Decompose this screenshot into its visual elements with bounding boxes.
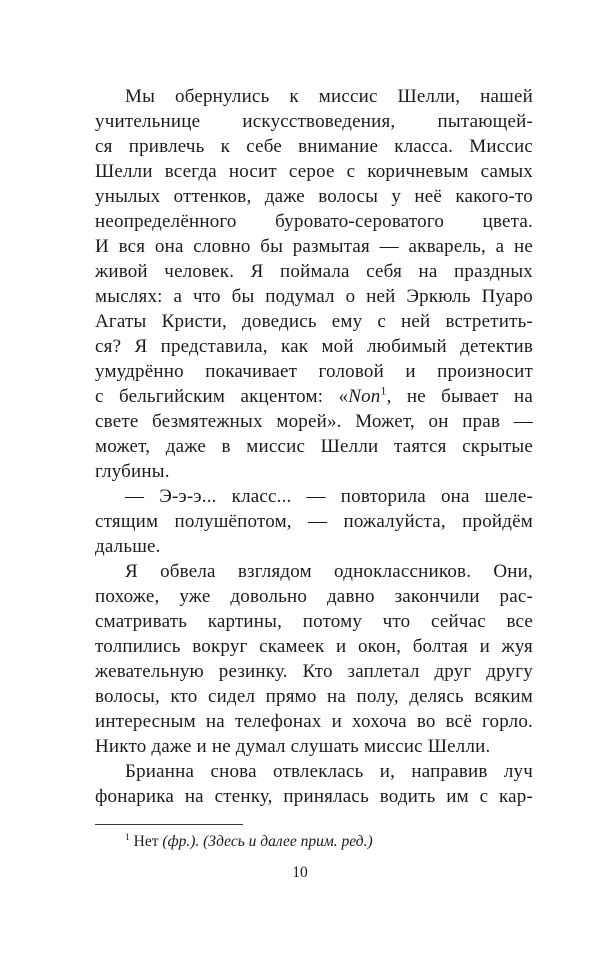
text-line: Мы обернулись к миссис Шелли, нашей — [125, 86, 533, 107]
text-line: неопределённого буровато-сероватого цвета. — [95, 211, 533, 232]
french-word: Non — [348, 386, 381, 407]
footnote-separator — [95, 824, 243, 825]
text-line: ся привлечь к себе внимание класса. Миссис — [95, 136, 533, 157]
text-line: дальше. — [95, 536, 161, 557]
text-line: Брианна снова отвлеклась и, направив луч — [125, 761, 533, 782]
footnote-text: Нет — [129, 833, 163, 850]
page-number: 10 — [292, 864, 308, 881]
text-line: живой человек. Я поймала себя на праздных — [95, 261, 533, 282]
text-line: стящим полушёпотом, — пожалуйста, пройдём — [95, 511, 533, 532]
text-line: фонарика на стенку, принялась водить им с кар- — [95, 786, 533, 807]
footnote-note: (фр.). (Здесь и далее прим. ред.) — [162, 833, 373, 850]
footnote-marker: 1 — [125, 831, 130, 843]
footnote — [95, 831, 533, 852]
text-line: ся? Я представила, как мой любимый детектив — [95, 336, 533, 357]
text-line: похоже, уже довольно давно закончили рас- — [95, 586, 533, 607]
page-text — [95, 84, 533, 809]
text-line — [95, 384, 533, 409]
text-line: интересным на телефонах и хохоча во всё горло. — [95, 711, 533, 732]
paragraph-4 — [95, 759, 533, 809]
text-line: Я обвела взглядом одноклассников. Они, — [125, 561, 533, 582]
text-segment: с бельгийским акцентом: « — [95, 386, 349, 407]
paragraph-1 — [95, 84, 533, 484]
text-line: жевательную резинку. Кто заплетал друг другу — [95, 661, 533, 682]
text-line: — Э-э-э... класс... — повторила она шеле- — [125, 486, 533, 507]
paragraph-2 — [95, 484, 533, 559]
text-line: толпились вокруг скамеек и окон, болтая и жуя — [95, 636, 533, 657]
text-line: Агаты Кристи, доведись ему с ней встретить- — [95, 311, 533, 332]
text-line: волосы, кто сидел прямо на полу, делясь всяким — [95, 686, 533, 707]
text-line: И вся она словно бы размытая — акварель, а не — [95, 236, 533, 257]
text-line: сматривать картины, потому что сейчас все — [95, 611, 533, 632]
text-line: мыслях: а что бы подумал о ней Эркюль Пуаро — [95, 286, 533, 307]
text-line: учительнице искусствоведения, пытающей- — [95, 111, 533, 132]
text-segment: , не бывает на — [386, 386, 534, 407]
text-line: унылых оттенков, даже волосы у неё какого-то — [95, 186, 533, 207]
text-line: свете безмятежных морей». Может, он прав — — [95, 411, 533, 432]
text-line: умудрённо покачивает головой и произносит — [95, 361, 533, 382]
text-line: Шелли всегда носит серое с коричневым самых — [95, 161, 533, 182]
paragraph-3 — [95, 559, 533, 759]
text-line: Никто даже и не думал слушать миссис Шелли. — [95, 736, 491, 757]
footnote-reference: 1 — [380, 384, 387, 398]
text-line: может, даже в миссис Шелли таятся скрытые — [95, 436, 533, 457]
text-line: глубины. — [95, 461, 170, 482]
